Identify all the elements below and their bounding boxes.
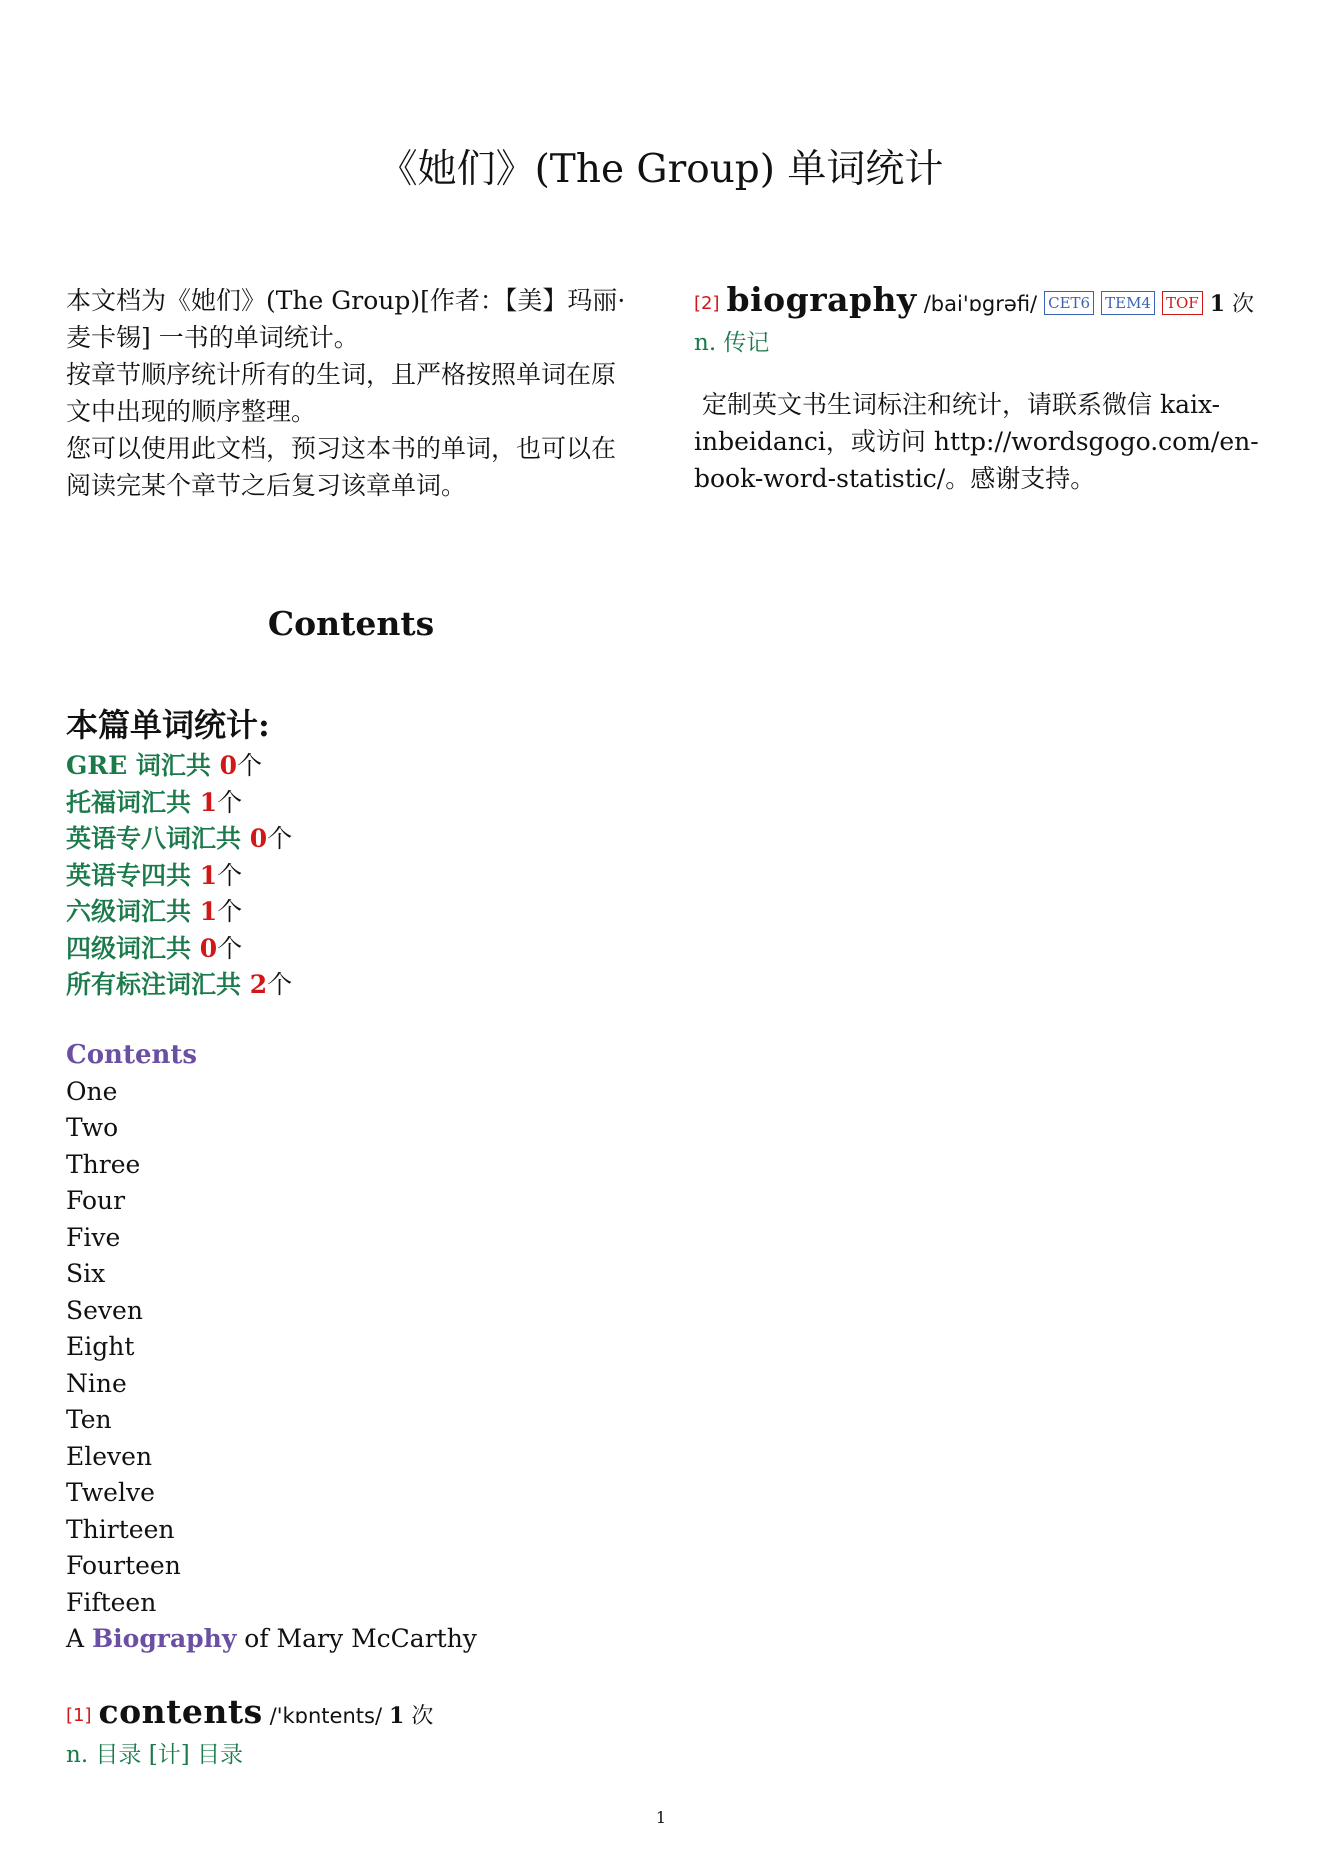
occurrence-unit: 次 [1232,292,1255,317]
toc-item-twelve[interactable]: Twelve [66,1478,155,1507]
stat-row-toefl: 托福词汇共 1个 [66,787,243,817]
document-title: 《她们》(The Group) 单词统计 [378,147,944,192]
toc-item-nine[interactable]: Nine [66,1368,127,1398]
headword: biography [726,280,917,319]
toc-item-biography[interactable]: A Biography of Mary McCarthy [66,1624,477,1653]
occurrence-count: 1 [389,1703,405,1729]
word-index: [2] [694,293,720,314]
toc-item-eight[interactable]: Eight [66,1332,135,1361]
tag-cet6: CET6 [1044,291,1094,315]
intro-line-3: 您可以使用此文档，预习这本书的单词，也可以在阅读完某个章节之后复习该章单词。 [66,434,617,500]
phonetic: /bai'ɒgrəfi/ [923,292,1038,316]
toc-item-two[interactable]: Two [66,1113,119,1142]
toc-item-fourteen[interactable]: Fourteen [66,1551,181,1580]
word-index: [1] [66,1705,92,1726]
intro-line-1: 本文档为《她们》(The Group)[作者：【美】玛丽·麦卡锡] 一书的单词统计。 [66,286,626,352]
toc-item-five[interactable]: Five [66,1222,121,1252]
stats-title: 本篇单词统计: [66,706,270,744]
stat-row-cet6: 六级词汇共 1个 [66,897,243,926]
intro-line-2: 按章节顺序统计所有的生词，且严格按照单词在原文中出现的顺序整理。 [66,360,617,426]
toc-item-ten[interactable]: Ten [66,1405,112,1434]
contact-notice: 定制英文书生词标注和统计，请联系微信 kaix-inbeidanci，或访问 http://wordsgogo.com/en-book-word-statistic/。感谢支持。 [694,390,1259,493]
toc-item-six[interactable]: Six [66,1259,106,1288]
headword: contents [98,1692,263,1731]
toc-title[interactable]: Contents [66,1040,198,1070]
stat-row-tem8: 英语专八词汇共 0个 [66,824,293,853]
toc-item-four[interactable]: Four [66,1186,126,1215]
toc-item-eleven[interactable]: Eleven [66,1441,153,1471]
word-entry-contents [66,1692,636,1773]
page-number: 1 [655,1808,667,1827]
word-stats [66,702,636,1004]
tag-tem4: TEM4 [1101,291,1155,315]
stat-row-tem4: 英语专四共 1个 [66,860,243,890]
highlighted-word: Biography [92,1624,237,1653]
toc-item-fifteen[interactable]: Fifteen [66,1587,157,1617]
word-meaning: n. 目录 [计] 目录 [66,1742,244,1768]
toc-item-one[interactable]: One [66,1076,118,1106]
phonetic: /'kɒntents/ [269,1704,383,1728]
stat-row-gre: GRE 词汇共 0个 [66,751,263,780]
stat-row-all: 所有标注词汇共 2个 [66,970,293,999]
word-entry-biography [694,280,1274,361]
occurrence-count: 1 [1209,291,1225,317]
contents-heading: Contents [267,604,435,643]
stat-row-cet4: 四级词汇共 0个 [66,933,243,963]
table-of-contents [66,1037,636,1658]
word-meaning: n. 传记 [694,330,770,356]
toc-item-three[interactable]: Three [66,1149,141,1179]
tag-tof: TOF [1162,291,1203,315]
toc-item-thirteen[interactable]: Thirteen [66,1514,175,1544]
occurrence-unit: 次 [411,1704,434,1729]
toc-item-seven[interactable]: Seven [66,1295,143,1325]
intro-text [66,282,636,504]
